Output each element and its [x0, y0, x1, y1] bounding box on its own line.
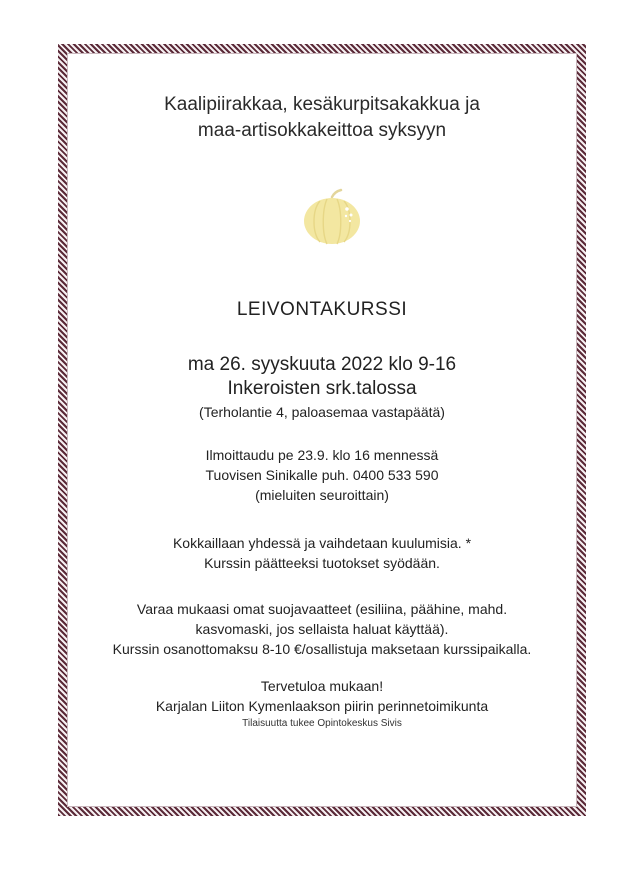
- headline: [68, 92, 576, 144]
- headline-line-2: maa-artisokkakeittoa syksyyn: [197, 120, 447, 141]
- welcome: [68, 676, 576, 716]
- info-line-2: kasvomaski, jos sellaista haluat käyttää).: [195, 621, 449, 637]
- cooking-info: [68, 533, 576, 573]
- location: Inkeroisten srk.talossa: [227, 378, 417, 399]
- address: (Terholantie 4, paloasemaa vastapäätä): [199, 404, 445, 420]
- course-title: LEIVONTAKURSSI: [236, 299, 408, 320]
- registration-line-1: Ilmoittaudu pe 23.9. klo 16 mennessä: [205, 447, 439, 463]
- poster-border: [58, 44, 586, 816]
- practical-info: [68, 599, 576, 659]
- registration-info: [68, 445, 576, 505]
- registration-line-2: Tuovisen Sinikalle puh. 0400 533 590: [205, 467, 439, 483]
- info-line-3: Kurssin osanottomaksu 8-10 €/osallistuja maksetaan kurssipaikalla.: [112, 641, 532, 657]
- poster-sheet: [67, 53, 577, 807]
- headline-line-1: Kaalipiirakkaa, kesäkurpitsakakkua ja: [164, 94, 480, 115]
- date-time: ma 26. syyskuuta 2022 klo 9-16: [187, 354, 457, 375]
- registration-line-3: (mieluiten seuroittain): [255, 487, 389, 503]
- cooking-line-1: Kokkaillaan yhdessä ja vaihdetaan kuulumisia. *: [172, 535, 472, 551]
- pumpkin-icon: [302, 188, 362, 246]
- info-line-1: Varaa mukaasi omat suojavaatteet (esiliina, päähine, mahd.: [136, 601, 508, 617]
- organizer: Karjalan Liiton Kymenlaakson piirin perinnetoimikunta: [155, 698, 489, 714]
- welcome-text: Tervetuloa mukaan!: [260, 678, 384, 694]
- support-note: Tilaisuutta tukee Opintokeskus Sivis: [242, 718, 402, 729]
- cooking-line-2: Kurssin päätteeksi tuotokset syödään.: [204, 555, 440, 571]
